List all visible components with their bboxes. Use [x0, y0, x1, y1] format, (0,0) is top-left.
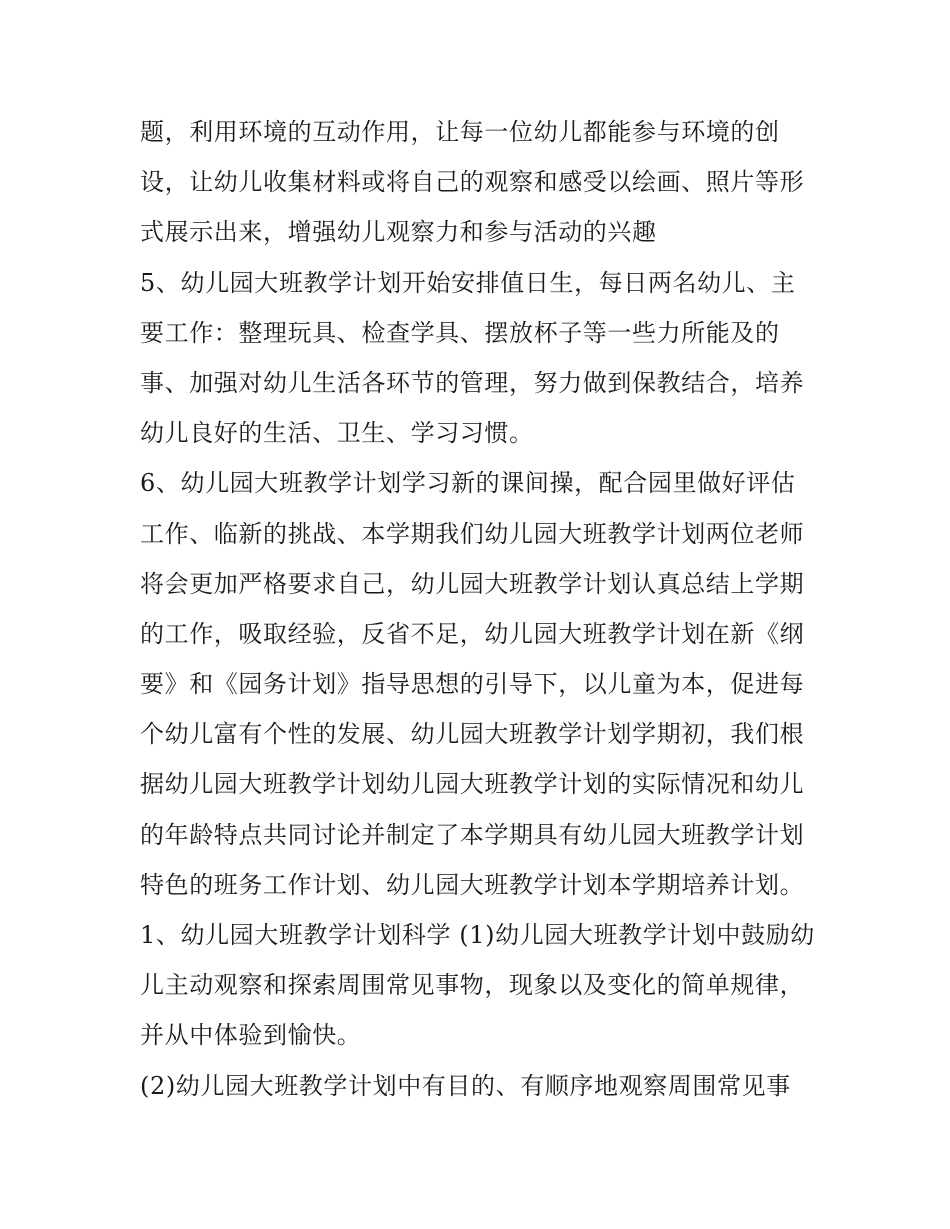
text-line: 将会更加严格要求自己，幼儿园大班教学计划认真总结上学期	[140, 569, 805, 598]
text-line: 式展示出来，增强幼儿观察力和参与活动的兴趣	[140, 218, 657, 247]
text-line: 据幼儿园大班教学计划幼儿园大班教学计划的实际情况和幼儿	[140, 770, 805, 799]
text-line: 特色的班务工作计划、幼儿园大班教学计划本学期培养计划。	[140, 870, 805, 899]
text-line: 工作、临新的挑战、本学期我们幼儿园大班教学计划两位老师	[140, 519, 805, 548]
text-line: 要》和《园务计划》指导思想的引导下，以儿童为本，促进每	[140, 670, 805, 699]
text-line: 儿主动观察和探索周围常见事物，现象以及变化的简单规律，	[140, 971, 805, 1000]
text-line: 题，利用环境的互动作用，让每一位幼儿都能参与环境的创	[140, 118, 780, 146]
text-line: 事、加强对幼儿生活各环节的管理，努力做到保教结合，培养	[140, 368, 805, 397]
body-text	[140, 107, 830, 1111]
text-line: (2)幼儿园大班教学计划中有目的、有顺序地观察周围常见事	[140, 1071, 791, 1100]
text-line: 设，让幼儿收集材料或将自己的观察和感受以绘画、照片等形	[140, 168, 805, 197]
text-line: 的工作，吸取经验，反省不足，幼儿园大班教学计划在新《纲	[140, 619, 805, 648]
text-line: 1、幼儿园大班教学计划科学 (1)幼儿园大班教学计划中鼓励幼	[140, 921, 815, 949]
text-line: 要工作：整理玩具、检查学具、摆放杯子等一些力所能及的	[140, 318, 780, 347]
text-line: 的年龄特点共同讨论并制定了本学期具有幼儿园大班教学计划	[140, 820, 805, 849]
text-line: 幼儿良好的生活、卫生、学习习惯。	[140, 419, 534, 448]
text-line: 并从中体验到愉快。	[140, 1021, 362, 1050]
text-line: 6、幼儿园大班教学计划学习新的课间操，配合园里做好评估	[140, 469, 796, 498]
text-line: 5、幼儿园大班教学计划开始安排值日生，每日两名幼儿、主	[140, 268, 796, 297]
text-line: 个幼儿富有个性的发展、幼儿园大班教学计划学期初，我们根	[140, 720, 805, 749]
